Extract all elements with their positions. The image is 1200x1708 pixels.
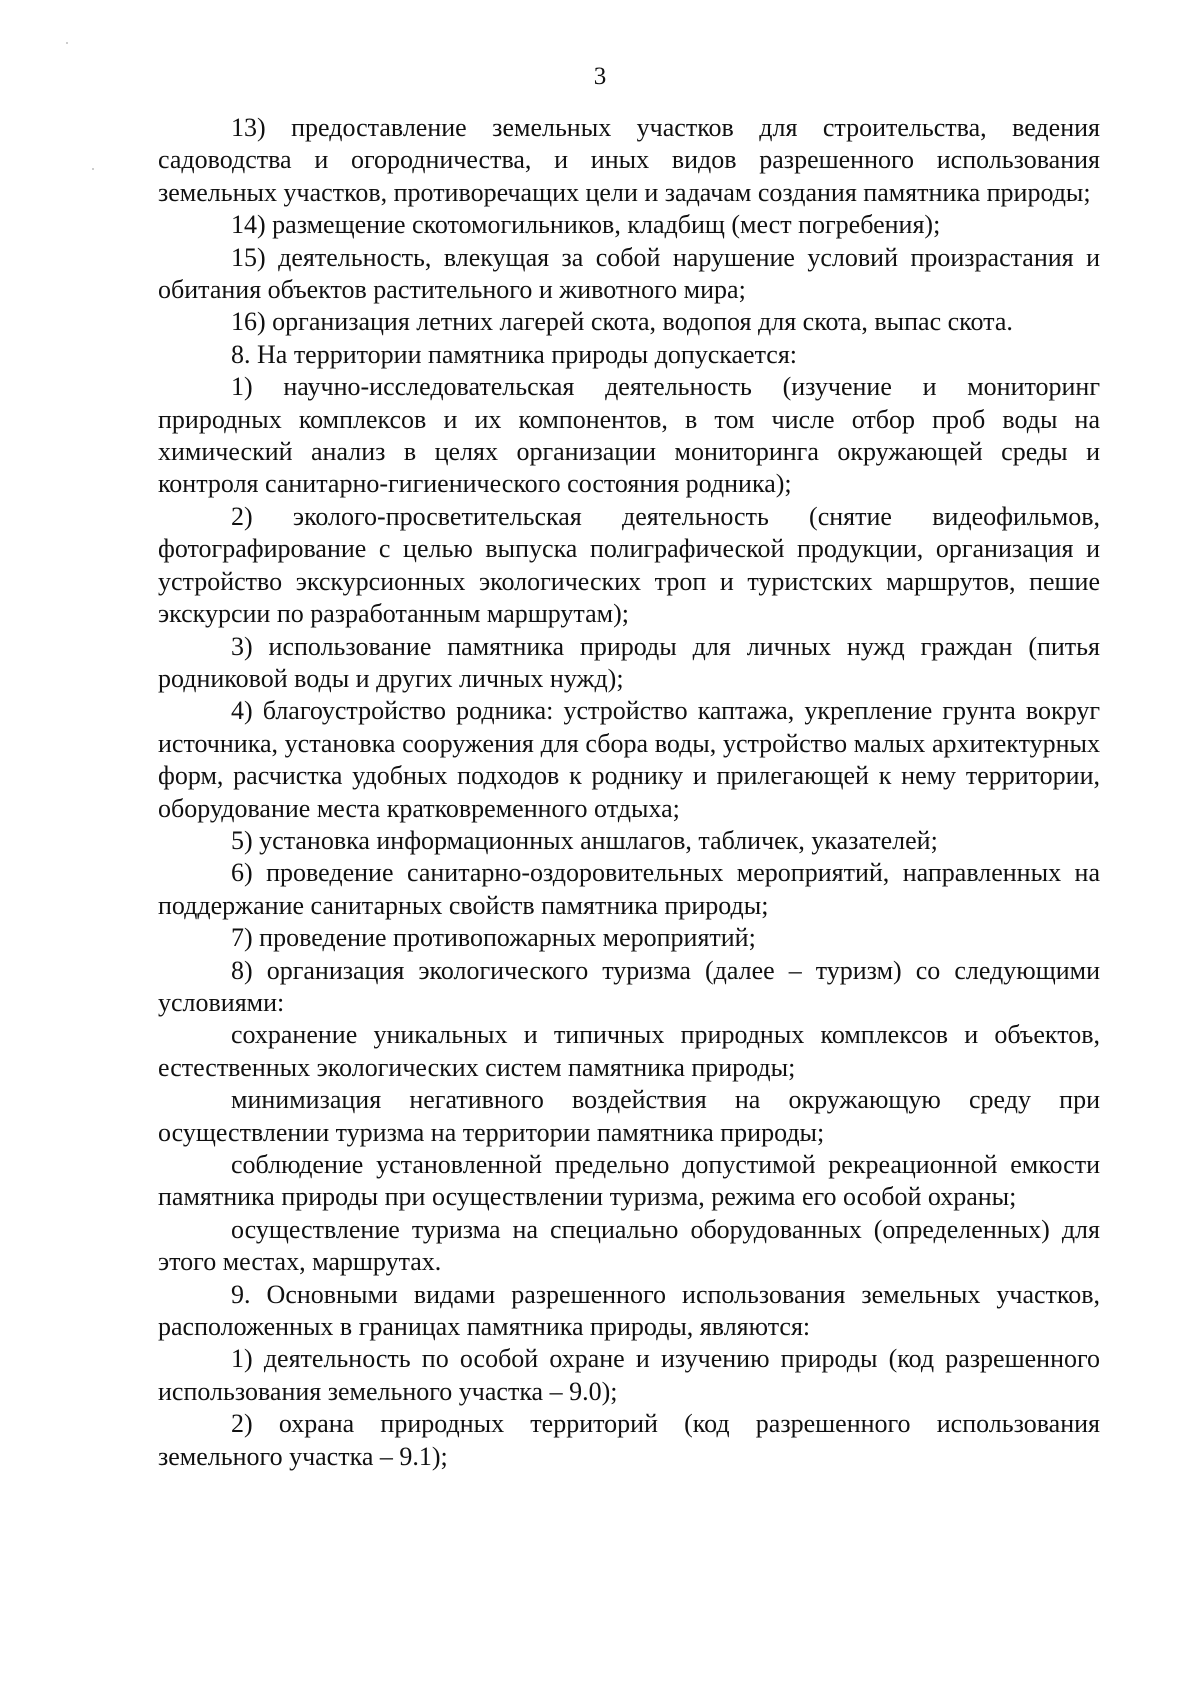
tourism-condition-1: сохранение уникальных и типичных природных комплексов и объектов, естественных экологических систем памятника природы;: [158, 1020, 1100, 1082]
paragraph-allowed-1: 1) научно-исследовательская деятельность (изучение и мониторинг природных комплексов и их компонентов, в том числе отбор проб воды на химический анализ в целях организации мониторинга окружающей среды и контроля санитарно-гигиенического состояния родника);: [158, 372, 1100, 499]
paragraph-allowed-7: 7) проведение противопожарных мероприятий;: [231, 923, 756, 953]
tourism-condition-3: соблюдение установленной предельно допустимой рекреационной емкости памятника природы при осуществлении туризма, режима его особой охраны;: [158, 1150, 1100, 1212]
paragraph-allowed-3: 3) использование памятника природы для личных нужд граждан (питья родниковой воды и других личных нужд);: [158, 631, 1100, 693]
paragraph-item-15: 15) деятельность, влекущая за собой нарушение условий произрастания и обитания объектов растительного и животного мира;: [158, 242, 1100, 305]
paragraph-item-14: 14) размещение скотомогильников, кладбищ (мест погребения);: [231, 210, 941, 240]
section-8-heading: 8. На территории памятника природы допускается:: [231, 339, 797, 369]
section-9-heading: 9. Основными видами разрешенного использования земельных участков, расположенных в границах памятника природы, являются:: [158, 1279, 1100, 1342]
paragraph-item-13: 13) предоставление земельных участков для строительства, ведения садоводства и огородничества, и иных видов разрешенного использования земельных участков, противоречащих цели и задачам создания памятника природы;: [158, 113, 1100, 207]
tourism-condition-2: минимизация негативного воздействия на окружающую среду при осуществлении туризма на территории памятника природы;: [158, 1085, 1100, 1147]
scan-speck: [66, 42, 68, 44]
paragraph-allowed-8: 8) организация экологического туризма (далее – туризм) со следующими условиями:: [158, 955, 1100, 1017]
page-number: 3: [593, 63, 607, 90]
land-use-type-2: 2) охрана природных территорий (код разрешенного использования земельного участка – 9.1);: [158, 1409, 1100, 1471]
scan-speck: [92, 168, 94, 170]
land-use-type-1: 1) деятельность по особой охране и изучению природы (код разрешенного использования земельного участка – 9.0);: [158, 1344, 1100, 1406]
paragraph-allowed-2: 2) эколого-просветительская деятельность (снятие видеофильмов, фотографирование с целью выпуска полиграфической продукции, организация и устройство экскурсионных экологических троп и туристских маршрутов, пешие экскурсии по разработанным маршрутам);: [158, 501, 1100, 629]
paragraph-item-16: 16) организация летних лагерей скота, водопоя для скота, выпас скота.: [231, 307, 1013, 337]
paragraph-allowed-6: 6) проведение санитарно-оздоровительных мероприятий, направленных на поддержание санитарных свойств памятника природы;: [158, 858, 1100, 920]
tourism-condition-4: осуществление туризма на специально оборудованных (определенных) для этого местах, маршрутах.: [158, 1214, 1100, 1277]
document-body: [158, 112, 1100, 1473]
paragraph-allowed-5: 5) установка информационных аншлагов, табличек, указателей;: [231, 825, 938, 855]
paragraph-allowed-4: 4) благоустройство родника: устройство каптажа, укрепление грунта вокруг источника, установка сооружения для сбора воды, устройство малых архитектурных форм, расчистка удобных подходов к роднику и прилегающей к нему территории, оборудование места кратковременного отдыха;: [158, 696, 1100, 823]
